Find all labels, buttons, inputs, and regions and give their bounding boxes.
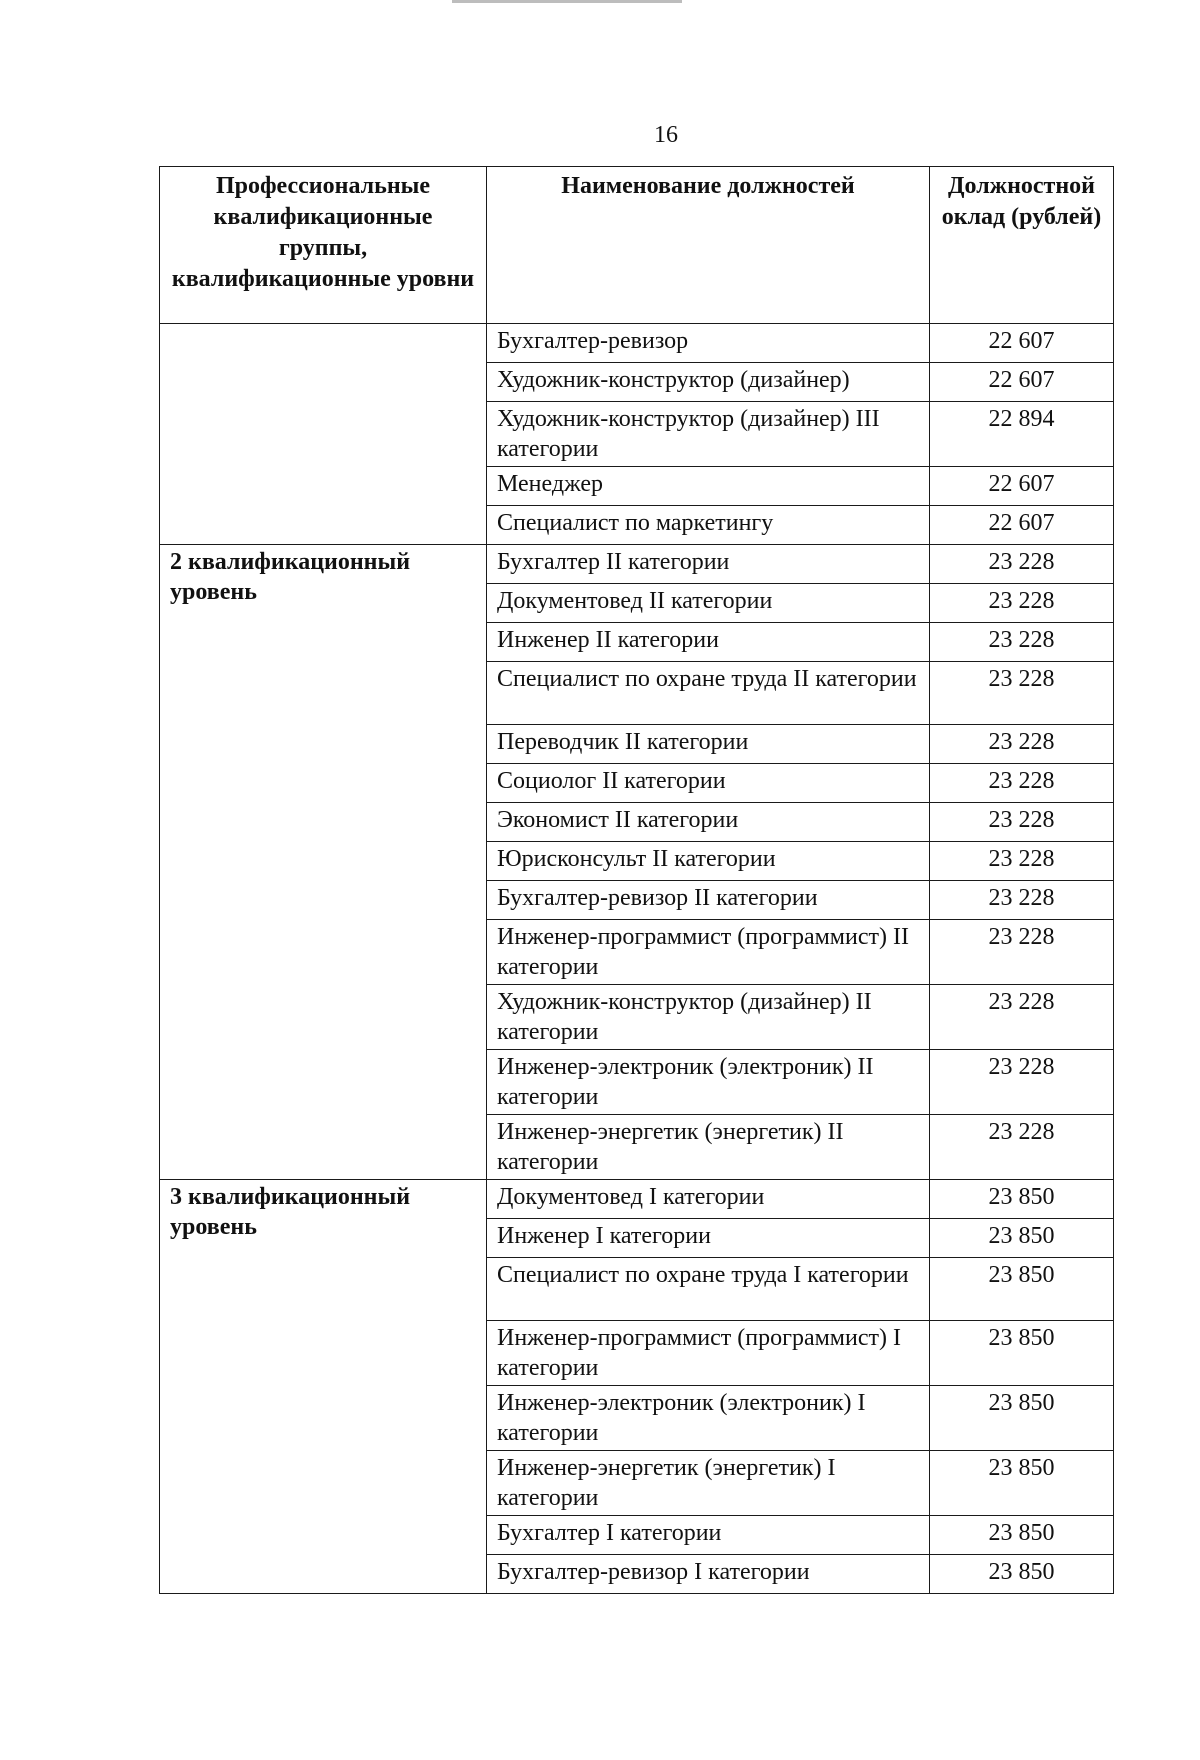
position-name-cell: Специалист по охране труда I категории	[487, 1258, 930, 1321]
salary-cell: 23 228	[930, 623, 1114, 662]
salary-cell: 23 228	[930, 985, 1114, 1050]
qualification-level-cell	[160, 324, 487, 545]
table-row	[160, 324, 1114, 363]
salary-cell: 23 850	[930, 1516, 1114, 1555]
position-name-cell: Документовед I категории	[487, 1180, 930, 1219]
salary-cell: 23 850	[930, 1321, 1114, 1386]
table-header-row	[160, 167, 1114, 324]
position-name-cell: Бухгалтер-ревизор	[487, 324, 930, 363]
salary-cell: 23 850	[930, 1386, 1114, 1451]
salary-cell: 22 607	[930, 467, 1114, 506]
salary-cell: 23 850	[930, 1555, 1114, 1594]
table-body	[160, 324, 1114, 1594]
salary-cell: 23 228	[930, 662, 1114, 725]
position-name-cell: Инженер-энергетик (энергетик) II категории	[487, 1115, 930, 1180]
salary-cell: 23 228	[930, 881, 1114, 920]
salary-cell: 23 228	[930, 764, 1114, 803]
position-name-cell: Художник-конструктор (дизайнер) III категории	[487, 402, 930, 467]
position-name-cell: Художник-конструктор (дизайнер)	[487, 363, 930, 402]
position-name-cell: Менеджер	[487, 467, 930, 506]
salary-cell: 23 850	[930, 1219, 1114, 1258]
position-name-cell: Инженер II категории	[487, 623, 930, 662]
position-name-cell: Инженер-электроник (электроник) I категории	[487, 1386, 930, 1451]
table-row	[160, 1180, 1114, 1219]
salary-cell: 22 607	[930, 506, 1114, 545]
salary-cell: 23 850	[930, 1258, 1114, 1321]
position-name-cell: Юрисконсульт II категории	[487, 842, 930, 881]
position-name-cell: Инженер-электроник (электроник) II категории	[487, 1050, 930, 1115]
salary-cell: 22 607	[930, 363, 1114, 402]
salary-cell: 23 228	[930, 842, 1114, 881]
position-name-cell: Специалист по охране труда II категории	[487, 662, 930, 725]
position-name-cell: Специалист по маркетингу	[487, 506, 930, 545]
position-name-cell: Инженер-энергетик (энергетик) I категории	[487, 1451, 930, 1516]
salary-cell: 23 228	[930, 803, 1114, 842]
position-name-cell: Инженер I категории	[487, 1219, 930, 1258]
position-name-cell: Переводчик II категории	[487, 725, 930, 764]
header-salary: Должностной оклад (рублей)	[930, 167, 1114, 324]
position-name-cell: Инженер-программист (программист) II категории	[487, 920, 930, 985]
salary-cell: 23 228	[930, 1050, 1114, 1115]
salary-cell: 23 228	[930, 545, 1114, 584]
table-row	[160, 545, 1114, 584]
position-name-cell: Художник-конструктор (дизайнер) II категории	[487, 985, 930, 1050]
qualification-level-cell: 2 квалификационный уровень	[160, 545, 487, 1180]
scan-top-edge-mark	[452, 0, 682, 3]
salary-cell: 23 850	[930, 1451, 1114, 1516]
position-name-cell: Социолог II категории	[487, 764, 930, 803]
page-number: 16	[654, 122, 678, 148]
position-name-cell: Документовед II категории	[487, 584, 930, 623]
salary-cell: 22 607	[930, 324, 1114, 363]
salary-cell: 23 228	[930, 725, 1114, 764]
position-name-cell: Бухгалтер II категории	[487, 545, 930, 584]
position-name-cell: Бухгалтер-ревизор II категории	[487, 881, 930, 920]
salary-cell: 22 894	[930, 402, 1114, 467]
position-name-cell: Инженер-программист (программист) I категории	[487, 1321, 930, 1386]
salary-cell: 23 228	[930, 584, 1114, 623]
position-name-cell: Бухгалтер-ревизор I категории	[487, 1555, 930, 1594]
position-name-cell: Экономист II категории	[487, 803, 930, 842]
header-qualification-groups: Профессиональные квалификационные группы, квалификационные уровни	[160, 167, 487, 324]
position-name-cell: Бухгалтер I категории	[487, 1516, 930, 1555]
qualification-level-cell: 3 квалификационный уровень	[160, 1180, 487, 1594]
header-position-names: Наименование должностей	[487, 167, 930, 324]
salary-cell: 23 850	[930, 1180, 1114, 1219]
salary-table	[159, 166, 1114, 1594]
salary-cell: 23 228	[930, 920, 1114, 985]
salary-cell: 23 228	[930, 1115, 1114, 1180]
